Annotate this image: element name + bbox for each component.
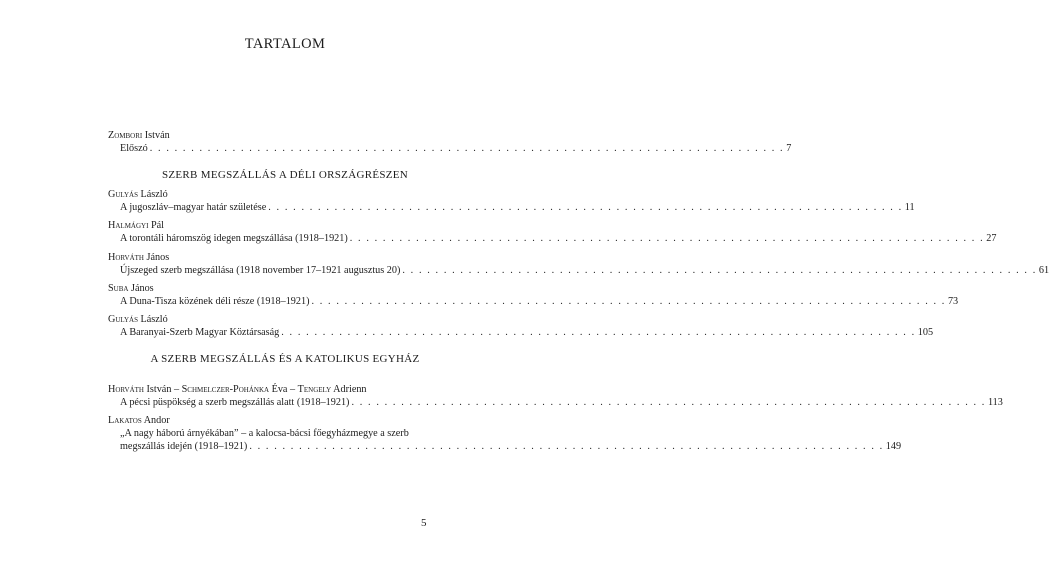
entry-page-number: 11 xyxy=(904,202,915,214)
entry-title: A Duna-Tisza közének déli része (1918–1921) xyxy=(120,296,310,308)
entry-title: A jugoszláv–magyar határ születése xyxy=(120,202,267,214)
entry-title-line[interactable] xyxy=(108,264,1049,277)
toc-entry xyxy=(108,129,792,155)
toc-entry xyxy=(108,188,915,214)
entry-title-line[interactable] xyxy=(108,232,997,245)
entry-title-first-line: „A nagy háború árnyékában” – a kalocsa-bácsi főegyházmegye a szerb xyxy=(120,428,409,440)
entry-author: Gulyás László xyxy=(108,314,168,325)
entry-title-line[interactable] xyxy=(108,201,915,214)
page-number: 5 xyxy=(421,517,427,529)
entry-title: A Baranyai-Szerb Magyar Köztársaság xyxy=(120,327,280,339)
entry-title: A torontáli háromszög idegen megszállása (1918–1921) xyxy=(120,233,348,245)
section-heading: A SZERB MEGSZÁLLÁS ÉS A KATOLIKUS EGYHÁZ xyxy=(150,353,420,365)
entry-author: Horváth János xyxy=(108,252,170,263)
toc-entry xyxy=(108,219,997,245)
entry-title: Előszó xyxy=(120,143,148,155)
entry-page-number: 7 xyxy=(786,143,792,155)
entry-page-number: 113 xyxy=(987,397,1003,409)
entry-title-line[interactable] xyxy=(108,440,902,453)
entry-page-number: 73 xyxy=(947,296,959,308)
leader-dots: . . . . . . . . . . . . . . . . . . . . . . . . . . . . . . . . . . . . . . . . . . . . . . . . . . . . . . . . . . . . . . . . . . . . . . . . . . . . . xyxy=(281,327,916,339)
entry-author: Halmágyi Pál xyxy=(108,220,164,231)
entry-title: Újszeged szerb megszállása (1918 november 17–1921 augusztus 20) xyxy=(120,265,401,277)
toc-entry xyxy=(108,282,959,308)
entry-title-line[interactable] xyxy=(108,295,959,308)
entry-title: A pécsi püspökség a szerb megszállás alatt (1918–1921) xyxy=(120,397,350,409)
entry-author: Horváth István – Schmelczer-Pohánka Éva – Tengely Adrienn xyxy=(108,384,367,395)
entry-page-number: 27 xyxy=(986,233,997,245)
leader-dots: . . . . . . . . . . . . . . . . . . . . . . . . . . . . . . . . . . . . . . . . . . . . . . . . . . . . . . . . . . . . . . . . . . . . . . . . . . . . . xyxy=(402,265,1037,277)
entry-page-number: 61 xyxy=(1038,265,1049,277)
entry-author: Suba János xyxy=(108,283,154,294)
toc-entry xyxy=(108,313,934,339)
entry-author: Lakatos Andor xyxy=(108,415,170,426)
entry-title-line[interactable] xyxy=(108,326,934,339)
leader-dots: . . . . . . . . . . . . . . . . . . . . . . . . . . . . . . . . . . . . . . . . . . . . . . . . . . . . . . . . . . . . . . . . . . . . . . . . . . . . . xyxy=(349,233,985,245)
leader-dots: . . . . . . . . . . . . . . . . . . . . . . . . . . . . . . . . . . . . . . . . . . . . . . . . . . . . . . . . . . . . . . . . . . . . . . . . . . . . . xyxy=(149,143,785,155)
entry-page-number: 105 xyxy=(917,327,934,339)
toc-entry xyxy=(108,383,1003,409)
leader-dots: . . . . . . . . . . . . . . . . . . . . . . . . . . . . . . . . . . . . . . . . . . . . . . . . . . . . . . . . . . . . . . . . . . . . . . . . . . . . . xyxy=(351,397,986,409)
toc-entry xyxy=(108,251,1049,277)
entry-title-line[interactable] xyxy=(108,142,792,155)
entry-title-line[interactable] xyxy=(108,396,1003,409)
leader-dots: . . . . . . . . . . . . . . . . . . . . . . . . . . . . . . . . . . . . . . . . . . . . . . . . . . . . . . . . . . . . . . . . . . . . . . . . . . . . . xyxy=(249,441,884,453)
toc-entry xyxy=(108,414,902,454)
entry-author: Gulyás László xyxy=(108,189,168,200)
section-heading: SZERB MEGSZÁLLÁS A DÉLI ORSZÁGRÉSZEN xyxy=(161,169,409,181)
page-title: TARTALOM xyxy=(244,36,326,52)
entry-author: Zombori István xyxy=(108,130,170,141)
leader-dots: . . . . . . . . . . . . . . . . . . . . . . . . . . . . . . . . . . . . . . . . . . . . . . . . . . . . . . . . . . . . . . . . . . . . . . . . . . . . . xyxy=(268,202,903,214)
entry-title: megszállás idején (1918–1921) xyxy=(120,441,248,453)
entry-page-number: 149 xyxy=(885,441,902,453)
leader-dots: . . . . . . . . . . . . . . . . . . . . . . . . . . . . . . . . . . . . . . . . . . . . . . . . . . . . . . . . . . . . . . . . . . . . . . . . . . . . . xyxy=(311,296,946,308)
